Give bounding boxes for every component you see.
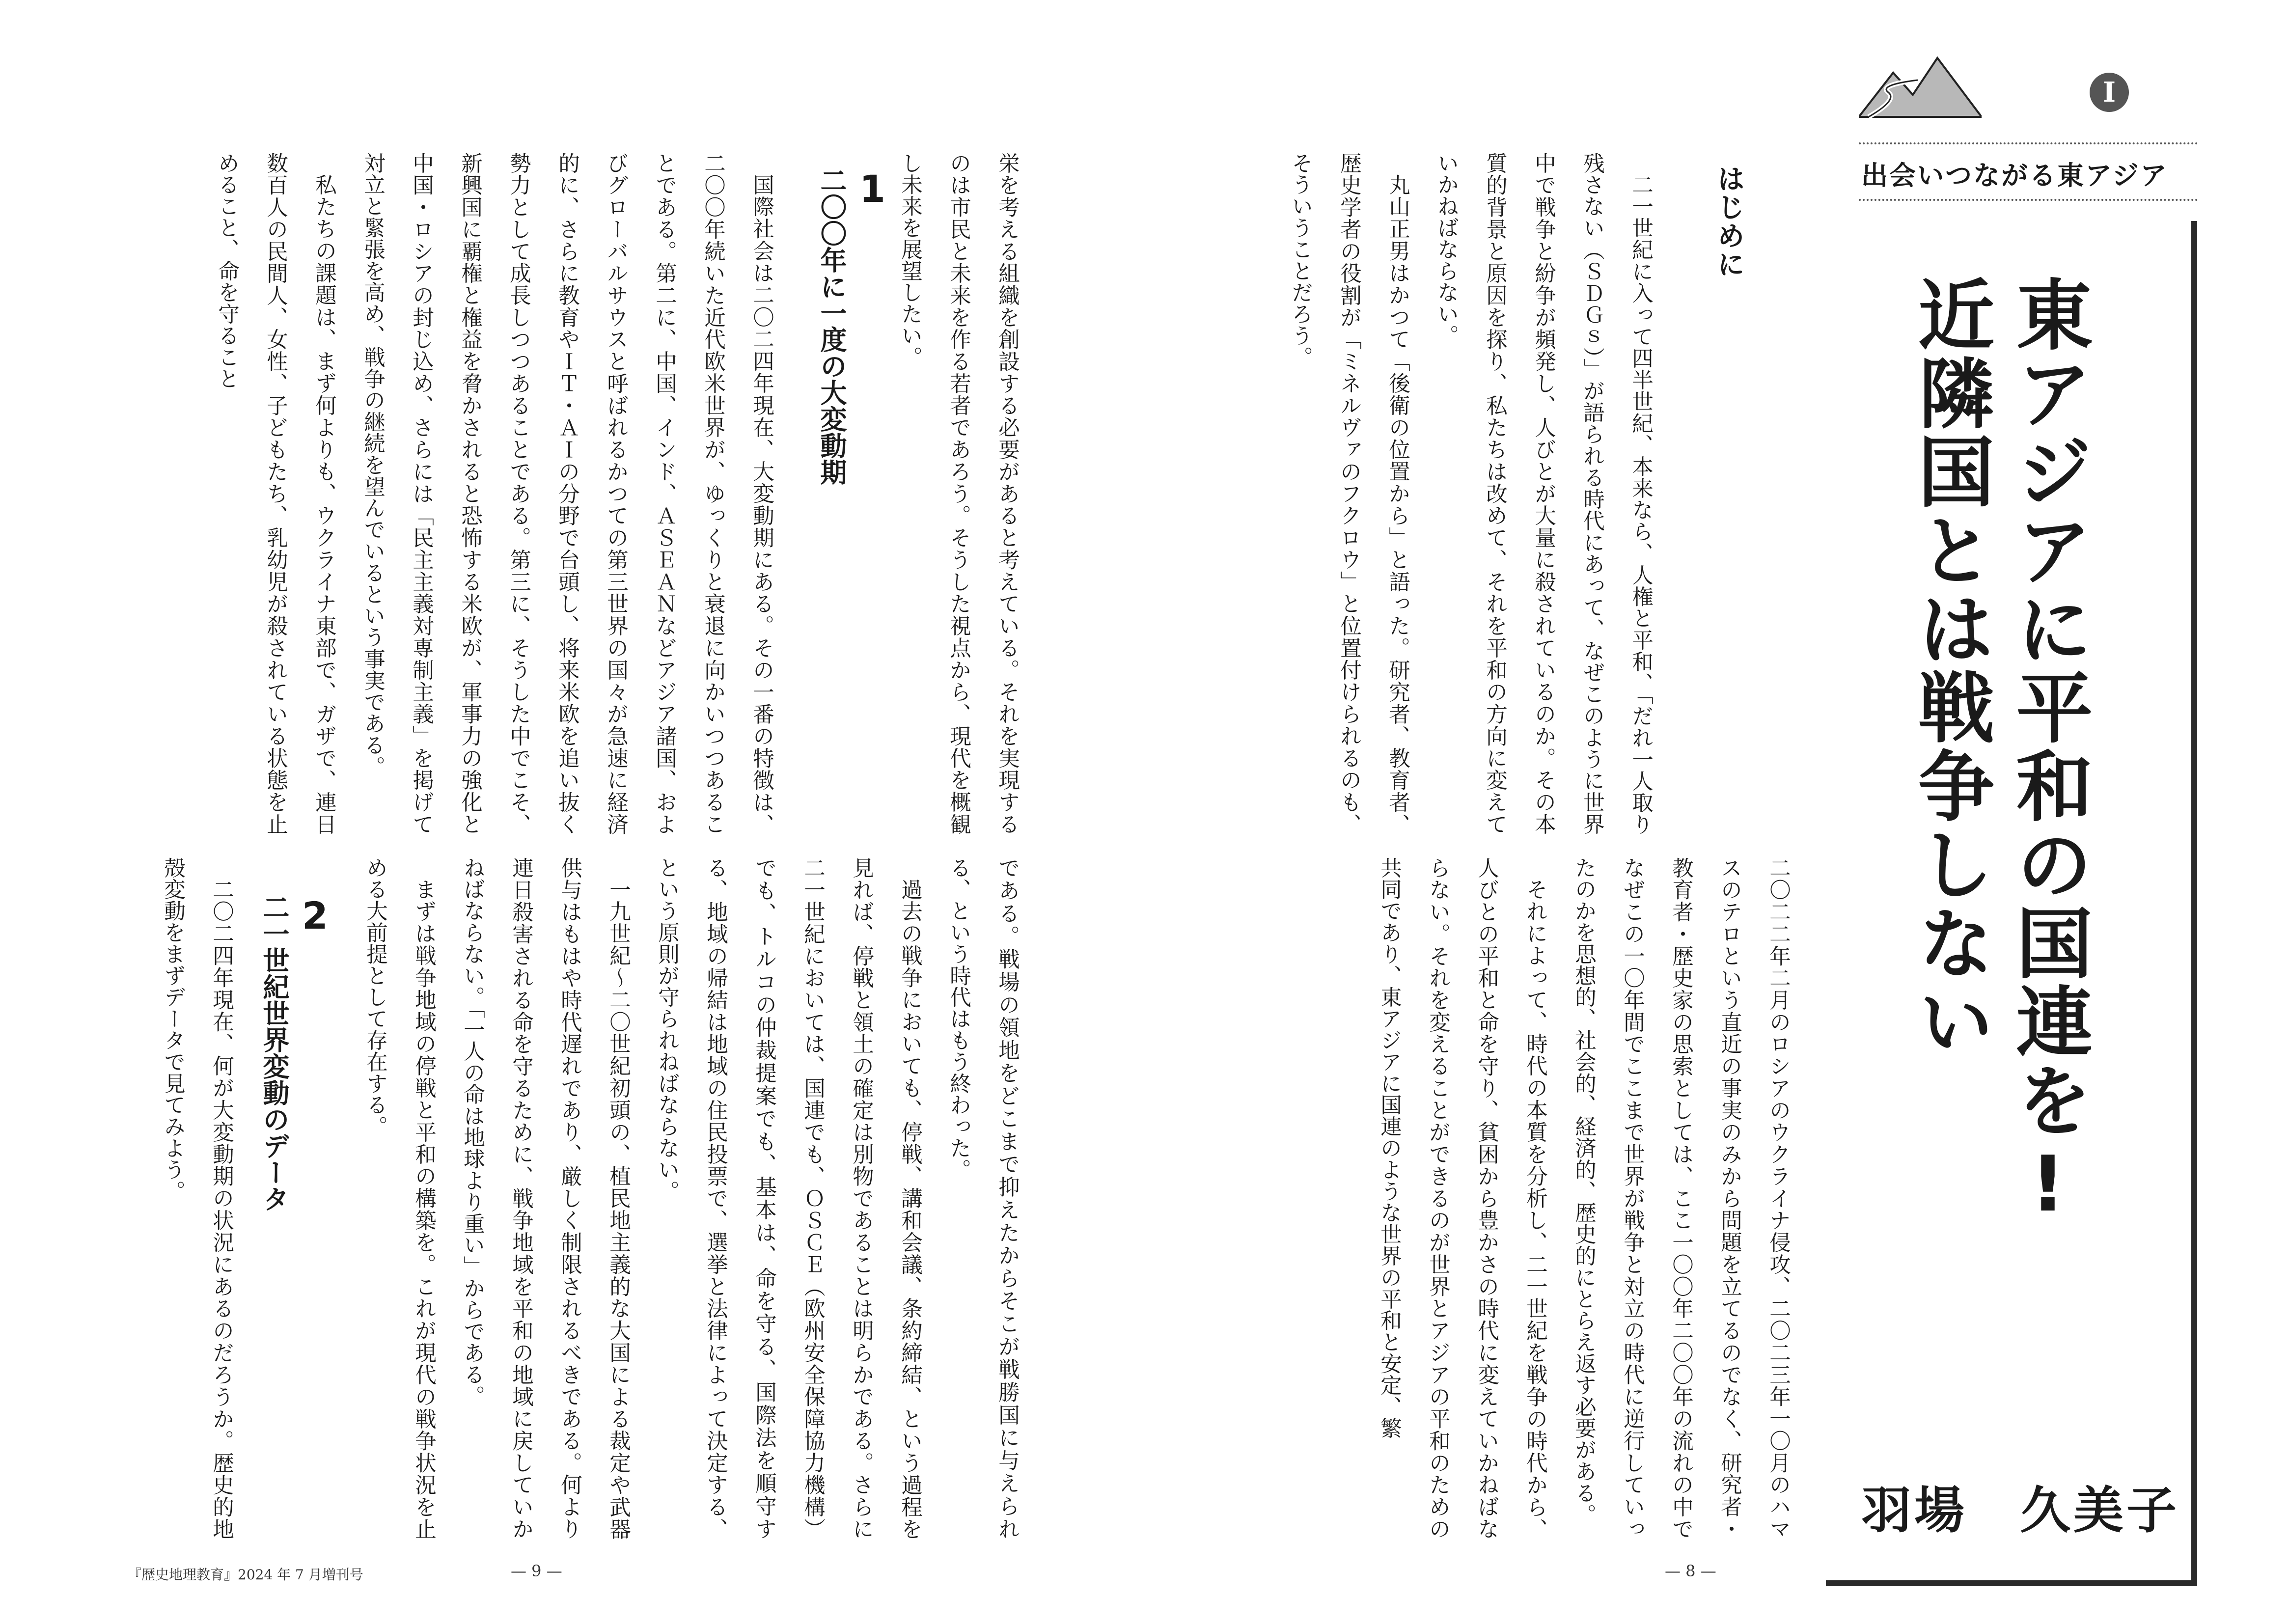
chapter-numeral: I — [2102, 76, 2116, 109]
heading-hajimeni: はじめに — [1713, 165, 1745, 278]
paragraph: 過去の戦争においても、停戦、講和会議、条約締結、という過程を見れば、停戦と領土の確定は別物であることは明らかである。さらに二一世紀においては、国連でも、ＯＳＣＥ（欧州安全保障協力機構）でも、トルコの仲裁提案でも、基本は、命を守る、国際法を順守する、地域の帰結は地域の住民投票で、選挙と法律によって決定する、という原則が守られねばならない。 — [655, 857, 922, 1540]
chapter-badge — [2090, 73, 2129, 112]
p8-bottom-text — [1282, 857, 1802, 1540]
title-box-border-bottom — [1826, 1580, 2197, 1586]
page-number-8: — 8 — — [1665, 1562, 1716, 1580]
footer-publication: 『歴史地理教育』2024 年 7 月増刊号 — [128, 1567, 363, 1583]
paragraph: 栄を考える組織を創設する必要があると考えている。それを実現するのは市民と未来を作る若者であろう。そうした視点から、現代を概観し未来を展望したい。 — [898, 152, 1020, 835]
band-top-line — [1859, 142, 2198, 144]
section1-title: 二〇〇年に一度の大変動期 — [816, 167, 847, 485]
page-number-9: — 9 — — [511, 1562, 562, 1580]
paragraph: である。戦場の領地をどこまで抑えたからそこが戦勝国に与えられる、という時代はもう終わった。 — [946, 857, 1020, 1540]
band-bottom-line — [1859, 199, 2198, 201]
p9-top-b-text — [142, 152, 786, 835]
p8-top-text — [1282, 152, 1665, 835]
section1-number: 1 — [851, 167, 894, 211]
mountain-icon — [1859, 53, 1982, 122]
title-box-border-right — [2191, 221, 2197, 1586]
paragraph: 二〇二四年現在、何が大変動期の状況にあるのだろうか。歴史的地殻変動をまずデータで見てみよう。 — [161, 857, 234, 1540]
section1-heading — [813, 167, 894, 485]
section2-title: 二一世紀世界変動のデータ — [259, 894, 290, 1212]
paragraph: 一九世紀〜二〇世紀初頭の、植民地主義的な大国による裁定や武器供与はもはや時代遅れであり、厳しく制限されるべきである。何より連日殺害される命を守るために、戦争地域を平和の地域に戻していかねばならない。「一人の命は地球より重い」からである。 — [460, 857, 631, 1540]
paragraph: 二〇二二年二月のロシアのウクライナ侵攻、二〇二三年一〇月のハマスのテロという直近の事実のみから問題を立てるのでなく、研究者・教育者・歴史家の思索としては、ここ一〇〇年二〇〇年の流れの中でなぜこの一〇年間でここまで世界が戦争と対立の時代に逆行していったのかを思想的、社会的、経済的、歴史的にとらえ返す必要がある。 — [1572, 857, 1791, 1540]
paragraph: 私たちの課題は、まず何よりも、ウクライナ東部で、ガザで、連日数百人の民間人、女性、子どもたち、乳幼児が殺されている状態を止めること、命を守ること — [215, 152, 336, 835]
title-line-1: 東アジアに平和の国連を! — [2003, 275, 2093, 1231]
p9-bottom-b-text — [142, 857, 246, 1540]
main-title — [1901, 275, 2097, 1267]
paragraph: それによって、時代の本質を分析し、二一世紀を戦争の時代から、人びとの平和と命を守り、貧困から豊かさの時代に変えていかねばならない。それを変えることができるのが世界とアジアの平和のための共同であり、東アジアに国連のような世界の平和と安定、繁 — [1377, 857, 1547, 1540]
paragraph: 二一世紀に入って四半世紀、本来なら、人権と平和、「だれ一人取り残さない（ＳＤＧｓ）」が語られる時代にあって、なぜこのように世界中で戦争と紛争が頻発し、人びとが大量に殺されているのか。その本質的背景と原因を探り、私たちは改めて、それを平和の方向に変えていかねばならない。 — [1434, 152, 1653, 835]
p9-bottom-a-text — [344, 857, 1031, 1540]
paragraph: 丸山正男はかつて「後衛の位置から」と語った。研究者、教育者、歴史学者の役割が「ミネルヴァのフクロウ」と位置付けられるのも、そういうことだろう。 — [1288, 152, 1410, 835]
author-name: 羽場 久美子 — [1861, 1482, 2179, 1540]
band-title: 出会いつながる東アジア — [1861, 160, 2168, 191]
section2-number: 2 — [293, 894, 337, 937]
p9-top-a-text — [884, 152, 1031, 835]
paragraph: 国際社会は二〇二四年現在、大変動期にある。その一番の特徴は、二〇〇年続いた近代欧米世界が、ゆっくりと衰退に向かいつつあることである。第二に、中国、インド、ＡＳＥＡＮなどアジア諸国、およびグローバルサウスと呼ばれるかつての第三世界の国々が急速に経済的に、さらに教育やＩＴ・ＡＩの分野で台頭し、将来米欧を追い抜く勢力として成長しつつあることである。第三に、そうした中でこそ、新興国に覇権と権益を脅かされると恐怖する米欧が、軍事力の強化と中国・ロシアの封じ込め、さらには「民主主義対専制主義」を掲げて対立と緊張を高め、戦争の継続を望んでいるという事実である。 — [360, 152, 774, 835]
section2-heading — [255, 894, 337, 1212]
paragraph: まずは戦争地域の停戦と平和の構築を。これが現代の戦争状況を止める大前提として存在する。 — [363, 857, 436, 1540]
title-line-2: 近隣国とは戦争しない — [1905, 275, 1994, 1061]
